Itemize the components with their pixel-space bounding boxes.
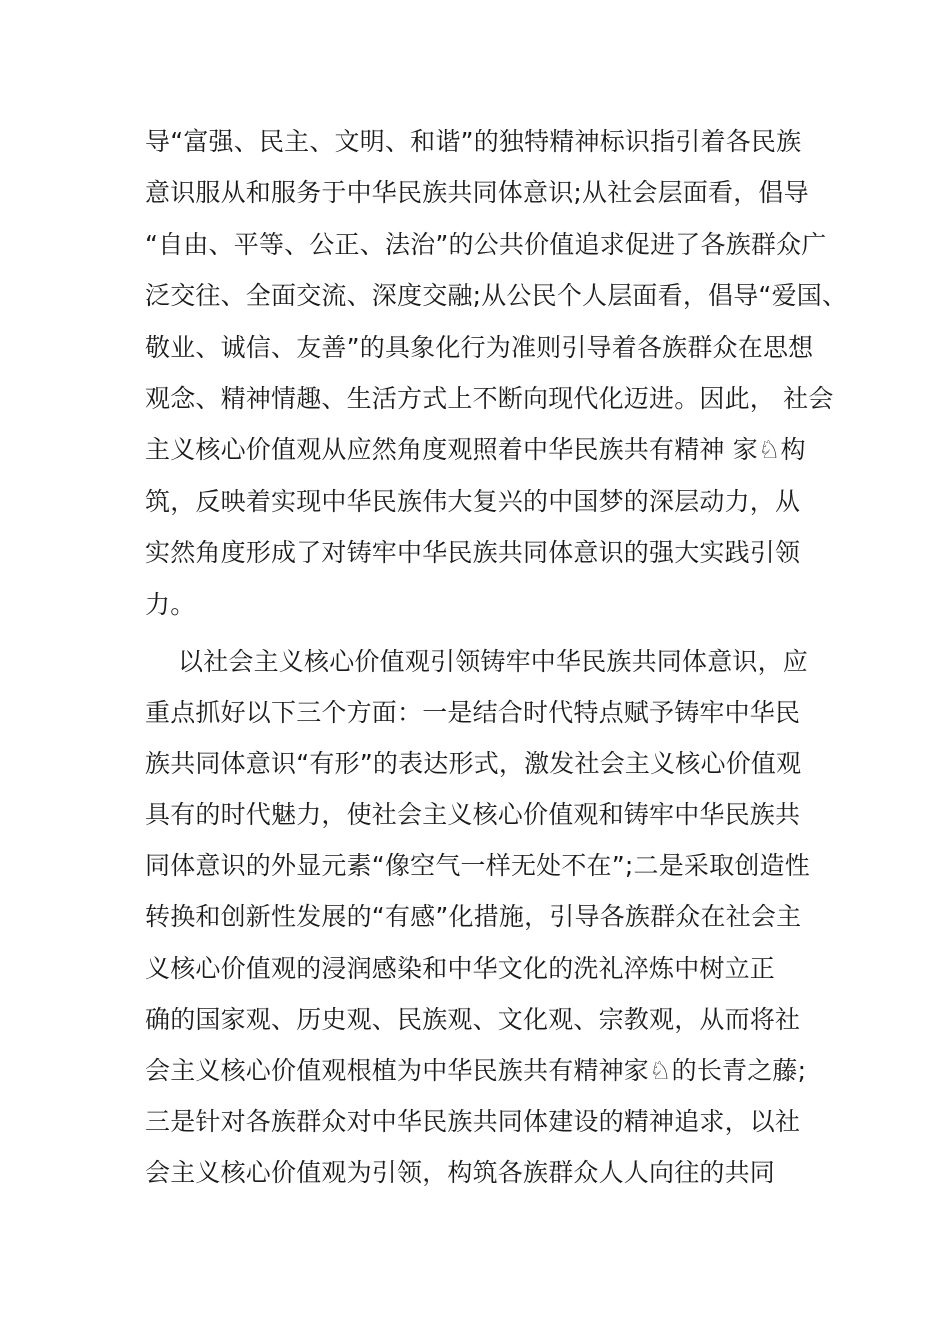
text-line: 敬业、诚信、友善”的具象化行为准则引导着各族群众在思想 bbox=[145, 332, 814, 362]
text-line: 重点抓好以下三个方面：一是结合时代特点赋予铸牢中华民 bbox=[145, 698, 801, 728]
text-line: 义核心价值观的浸润感染和中华文化的洗礼淬炼中树立正 bbox=[145, 953, 776, 983]
text-line: 确的国家观、历史观、民族观、文化观、宗教观，从而将社 bbox=[145, 1004, 801, 1034]
text-line: 主义核心价值观从应然角度观照着中华民族共有精神 家♘构 bbox=[145, 435, 806, 465]
text-line: 转换和创新性发展的“有感”化措施，引导各族群众在社会主 bbox=[145, 902, 802, 932]
text-line: 实然角度形成了对铸牢中华民族共同体意识的强大实践引领 bbox=[145, 538, 801, 568]
text-line: 同体意识的外显元素“像空气一样无处不在”;二是采取创造性 bbox=[145, 851, 810, 881]
text-line: 导“富强、民主、文明、和谐”的独特精神标识指引着各民族 bbox=[145, 127, 802, 156]
text-line: 意识服从和服务于中华民族共同体意识;从社会层面看，倡导 bbox=[145, 178, 809, 208]
text-line: 观念、精神情趣、生活方式上不断向现代化迈进。因此， 社会 bbox=[145, 383, 834, 413]
text-line: 会主义核心价值观为引领，构筑各族群众人人向往的共同 bbox=[145, 1157, 776, 1187]
text-line: 筑，反映着实现中华民族伟大复兴的中国梦的深层动力，从 bbox=[145, 486, 801, 516]
text-line: 以社会主义核心价值观引领铸牢中华民族共同体意识，应 bbox=[178, 647, 809, 676]
text-line: “自由、平等、公正、法治”的公共价值追求促进了各族群众广 bbox=[145, 229, 827, 259]
text-line: 族共同体意识“有形”的表达形式，激发社会主义核心价值观 bbox=[145, 749, 802, 779]
text-line: 力。 bbox=[145, 589, 196, 619]
text-line: 会主义核心价值观根植为中华民族共有精神家♘的长青之藤; bbox=[145, 1055, 807, 1085]
text-line: 具有的时代魅力，使社会主义核心价值观和铸牢中华民族共 bbox=[145, 800, 801, 830]
paragraph-2 bbox=[145, 636, 825, 1198]
text-line: 三是针对各族群众对中华民族共同体建设的精神追求，以社 bbox=[145, 1106, 801, 1136]
paragraph-1 bbox=[145, 116, 848, 630]
text-line: 泛交往、全面交流、深度交融;从公民个人层面看，倡导“爱国、 bbox=[145, 281, 848, 311]
